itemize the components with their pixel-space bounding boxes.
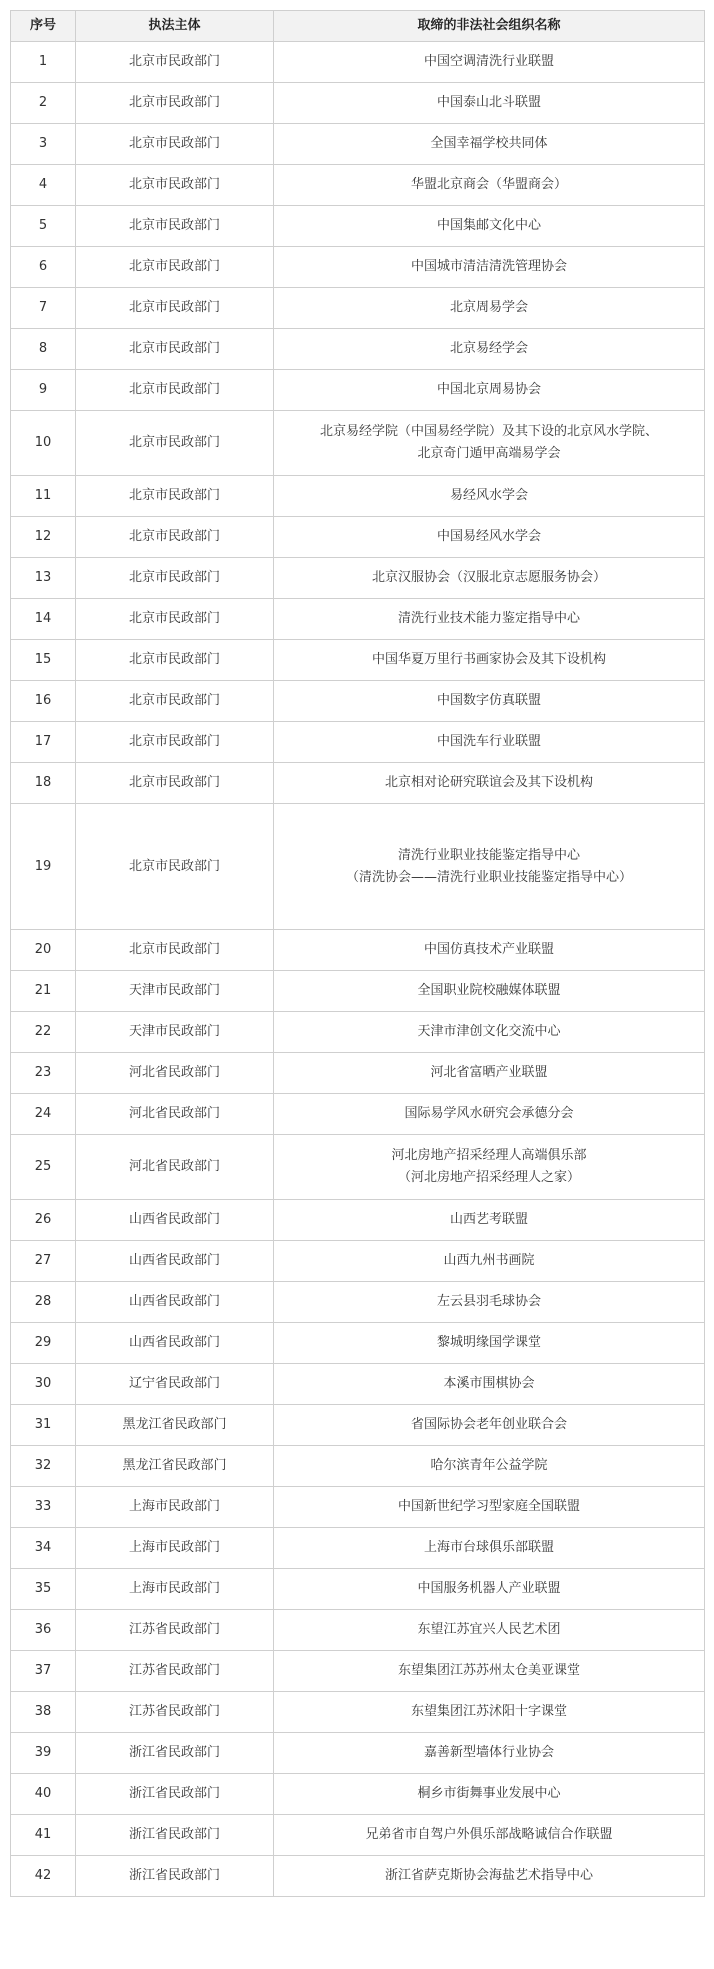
- row-org-name: [274, 930, 705, 971]
- row-org-name: [274, 1012, 705, 1053]
- row-org-name: [274, 681, 705, 722]
- row-enforcement-body: 北京市民政部门: [76, 329, 274, 370]
- table-row: [11, 640, 705, 681]
- table-row: [11, 1774, 705, 1815]
- row-org-name: [274, 1135, 705, 1200]
- table-row: [11, 722, 705, 763]
- row-enforcement-body: 北京市民政部门: [76, 124, 274, 165]
- org-name-line: （清洗协会——清洗行业职业技能鉴定指导中心）: [345, 869, 632, 885]
- row-org-name: [274, 1094, 705, 1135]
- table-row: [11, 1241, 705, 1282]
- org-name-line: 桐乡市街舞事业发展中心: [417, 1786, 561, 1801]
- header-index: 序号: [11, 11, 76, 42]
- table-row: [11, 1094, 705, 1135]
- row-index: 11: [11, 476, 76, 517]
- row-index: 19: [11, 804, 76, 930]
- row-enforcement-body: 江苏省民政部门: [76, 1692, 274, 1733]
- row-index: 7: [11, 288, 76, 329]
- row-org-name: [274, 1200, 705, 1241]
- row-enforcement-body: 北京市民政部门: [76, 42, 274, 83]
- org-name-line: 中国易经风水学会: [436, 529, 541, 544]
- table-row: [11, 1692, 705, 1733]
- org-name-line: 易经风水学会: [449, 488, 528, 503]
- row-index: 5: [11, 206, 76, 247]
- org-name-line: 北京周易学会: [449, 300, 528, 315]
- table-row: [11, 247, 705, 288]
- row-index: 33: [11, 1487, 76, 1528]
- table-row: [11, 476, 705, 517]
- org-name-line: 山西九州书画院: [443, 1253, 535, 1268]
- row-enforcement-body: 浙江省民政部门: [76, 1815, 274, 1856]
- org-name-line: 中国服务机器人产业联盟: [417, 1581, 561, 1596]
- table-row: [11, 1012, 705, 1053]
- row-index: 34: [11, 1528, 76, 1569]
- row-enforcement-body: 北京市民政部门: [76, 206, 274, 247]
- row-enforcement-body: 北京市民政部门: [76, 411, 274, 476]
- table-row: [11, 1815, 705, 1856]
- table-body: [11, 42, 705, 1897]
- row-enforcement-body: 天津市民政部门: [76, 971, 274, 1012]
- row-enforcement-body: 北京市民政部门: [76, 83, 274, 124]
- org-name-line: 全国幸福学校共同体: [430, 136, 548, 151]
- row-org-name: [274, 804, 705, 930]
- org-name-line: 中国数字仿真联盟: [436, 693, 541, 708]
- table-row: [11, 288, 705, 329]
- row-org-name: [274, 476, 705, 517]
- row-enforcement-body: 河北省民政部门: [76, 1094, 274, 1135]
- row-org-name: [274, 640, 705, 681]
- row-enforcement-body: 北京市民政部门: [76, 370, 274, 411]
- row-enforcement-body: 北京市民政部门: [76, 640, 274, 681]
- org-name-line: 本溪市围棋协会: [443, 1376, 535, 1391]
- table-row: [11, 83, 705, 124]
- row-org-name: [274, 1241, 705, 1282]
- row-enforcement-body: 黑龙江省民政部门: [76, 1446, 274, 1487]
- row-org-name: [274, 165, 705, 206]
- org-name-line: 黎城明缘国学课堂: [436, 1335, 541, 1350]
- table-row: [11, 1446, 705, 1487]
- row-org-name: [274, 1733, 705, 1774]
- row-index: 13: [11, 558, 76, 599]
- row-enforcement-body: 江苏省民政部门: [76, 1651, 274, 1692]
- org-name-line: 清洗行业职业技能鉴定指导中心: [397, 847, 580, 863]
- row-org-name: [274, 971, 705, 1012]
- row-index: 14: [11, 599, 76, 640]
- row-index: 9: [11, 370, 76, 411]
- row-enforcement-body: 北京市民政部门: [76, 558, 274, 599]
- row-index: 23: [11, 1053, 76, 1094]
- table-row: [11, 1528, 705, 1569]
- row-enforcement-body: 山西省民政部门: [76, 1200, 274, 1241]
- row-index: 10: [11, 411, 76, 476]
- table-row: [11, 1323, 705, 1364]
- table-row: [11, 165, 705, 206]
- org-name-line: 华盟北京商会（华盟商会）: [410, 177, 567, 192]
- org-name-line: 省国际协会老年创业联合会: [410, 1417, 567, 1432]
- row-index: 38: [11, 1692, 76, 1733]
- row-enforcement-body: 浙江省民政部门: [76, 1856, 274, 1897]
- org-name-line: 中国泰山北斗联盟: [436, 95, 541, 110]
- row-index: 16: [11, 681, 76, 722]
- row-enforcement-body: 河北省民政部门: [76, 1053, 274, 1094]
- row-index: 18: [11, 763, 76, 804]
- row-enforcement-body: 北京市民政部门: [76, 288, 274, 329]
- org-name-line: 山西艺考联盟: [449, 1212, 528, 1227]
- row-index: 37: [11, 1651, 76, 1692]
- table-row: [11, 517, 705, 558]
- table-row: [11, 681, 705, 722]
- org-name-line: 北京易经学会: [449, 341, 528, 356]
- row-index: 3: [11, 124, 76, 165]
- row-org-name: [274, 599, 705, 640]
- row-enforcement-body: 浙江省民政部门: [76, 1774, 274, 1815]
- row-index: 25: [11, 1135, 76, 1200]
- row-enforcement-body: 江苏省民政部门: [76, 1610, 274, 1651]
- row-org-name: [274, 722, 705, 763]
- row-org-name: [274, 1405, 705, 1446]
- table-row: [11, 1053, 705, 1094]
- row-org-name: [274, 370, 705, 411]
- row-org-name: [274, 763, 705, 804]
- table-row: [11, 1135, 705, 1200]
- row-enforcement-body: 上海市民政部门: [76, 1528, 274, 1569]
- row-enforcement-body: 天津市民政部门: [76, 1012, 274, 1053]
- row-org-name: [274, 42, 705, 83]
- row-index: 29: [11, 1323, 76, 1364]
- row-index: 26: [11, 1200, 76, 1241]
- row-org-name: [274, 288, 705, 329]
- table-row: [11, 1733, 705, 1774]
- table-row: [11, 763, 705, 804]
- table-row: [11, 804, 705, 930]
- table-row: [11, 558, 705, 599]
- row-org-name: [274, 1815, 705, 1856]
- row-index: 1: [11, 42, 76, 83]
- row-org-name: [274, 83, 705, 124]
- row-org-name: [274, 124, 705, 165]
- table-row: [11, 1487, 705, 1528]
- row-org-name: [274, 411, 705, 476]
- table-row: [11, 42, 705, 83]
- row-enforcement-body: 北京市民政部门: [76, 517, 274, 558]
- row-org-name: [274, 247, 705, 288]
- org-name-line: 嘉善新型墙体行业协会: [423, 1745, 554, 1760]
- org-name-line: 天津市津创文化交流中心: [417, 1024, 561, 1039]
- row-index: 36: [11, 1610, 76, 1651]
- row-enforcement-body: 北京市民政部门: [76, 930, 274, 971]
- row-org-name: [274, 1651, 705, 1692]
- row-index: 21: [11, 971, 76, 1012]
- row-index: 4: [11, 165, 76, 206]
- org-name-line: 北京相对论研究联谊会及其下设机构: [384, 775, 593, 790]
- row-enforcement-body: 北京市民政部门: [76, 681, 274, 722]
- row-index: 15: [11, 640, 76, 681]
- row-enforcement-body: 山西省民政部门: [76, 1323, 274, 1364]
- row-index: 40: [11, 1774, 76, 1815]
- org-name-line: 北京易经学院（中国易经学院）及其下设的北京风水学院、: [319, 424, 658, 439]
- row-enforcement-body: 北京市民政部门: [76, 722, 274, 763]
- row-enforcement-body: 辽宁省民政部门: [76, 1364, 274, 1405]
- table-row: [11, 1405, 705, 1446]
- table-header-row: [11, 11, 705, 42]
- table-row: [11, 329, 705, 370]
- row-index: 20: [11, 930, 76, 971]
- org-name-line: 上海市台球俱乐部联盟: [423, 1540, 554, 1555]
- row-org-name: [274, 1610, 705, 1651]
- illegal-orgs-table: [10, 10, 705, 1897]
- org-name-line: 清洗行业技术能力鉴定指导中心: [397, 611, 580, 626]
- org-name-line: 浙江省萨克斯协会海盐艺术指导中心: [384, 1868, 593, 1883]
- row-index: 42: [11, 1856, 76, 1897]
- table-row: [11, 599, 705, 640]
- row-enforcement-body: 北京市民政部门: [76, 763, 274, 804]
- org-name-line: 中国集邮文化中心: [436, 218, 541, 233]
- table-row: [11, 1364, 705, 1405]
- org-name-line: 中国城市清洁清洗管理协会: [410, 259, 567, 274]
- row-org-name: [274, 1487, 705, 1528]
- row-org-name: [274, 206, 705, 247]
- row-index: 28: [11, 1282, 76, 1323]
- table-row: [11, 971, 705, 1012]
- org-name-line: 全国职业院校融媒体联盟: [417, 983, 561, 998]
- header-org-name: 取缔的非法社会组织名称: [274, 11, 705, 42]
- row-org-name: [274, 1692, 705, 1733]
- table-row: [11, 1610, 705, 1651]
- row-org-name: [274, 1856, 705, 1897]
- table-row: [11, 370, 705, 411]
- org-name-line: 中国仿真技术产业联盟: [423, 942, 554, 957]
- row-index: 2: [11, 83, 76, 124]
- org-name-line: 中国北京周易协会: [436, 382, 541, 397]
- row-enforcement-body: 上海市民政部门: [76, 1569, 274, 1610]
- table-row: [11, 1282, 705, 1323]
- row-enforcement-body: 浙江省民政部门: [76, 1733, 274, 1774]
- row-index: 30: [11, 1364, 76, 1405]
- org-name-line: 东望集团江苏苏州太仓美亚课堂: [397, 1663, 580, 1678]
- row-index: 41: [11, 1815, 76, 1856]
- org-name-line: （河北房地产招采经理人之家）: [397, 1170, 580, 1185]
- row-index: 12: [11, 517, 76, 558]
- row-enforcement-body: 北京市民政部门: [76, 165, 274, 206]
- row-enforcement-body: 北京市民政部门: [76, 247, 274, 288]
- row-org-name: [274, 1053, 705, 1094]
- row-enforcement-body: 山西省民政部门: [76, 1241, 274, 1282]
- row-enforcement-body: 北京市民政部门: [76, 476, 274, 517]
- table-row: [11, 1651, 705, 1692]
- row-index: 35: [11, 1569, 76, 1610]
- org-name-line: 哈尔滨青年公益学院: [430, 1458, 548, 1473]
- org-name-line: 东望集团江苏沭阳十字课堂: [410, 1704, 567, 1719]
- row-index: 17: [11, 722, 76, 763]
- row-org-name: [274, 1528, 705, 1569]
- org-name-line: 北京汉服协会（汉服北京志愿服务协会）: [371, 570, 606, 585]
- row-org-name: [274, 558, 705, 599]
- row-index: 22: [11, 1012, 76, 1053]
- org-name-line: 中国华夏万里行书画家协会及其下设机构: [371, 652, 606, 667]
- row-org-name: [274, 1323, 705, 1364]
- row-org-name: [274, 517, 705, 558]
- org-name-line: 河北省富晒产业联盟: [430, 1065, 548, 1080]
- row-org-name: [274, 329, 705, 370]
- org-name-line: 国际易学风水研究会承德分会: [404, 1106, 574, 1121]
- row-index: 8: [11, 329, 76, 370]
- org-name-line: 兄弟省市自驾户外俱乐部战略诚信合作联盟: [365, 1827, 613, 1842]
- table-row: [11, 206, 705, 247]
- row-enforcement-body: 黑龙江省民政部门: [76, 1405, 274, 1446]
- org-name-line: 北京奇门遁甲高端易学会: [417, 446, 561, 461]
- table-row: [11, 1200, 705, 1241]
- row-index: 32: [11, 1446, 76, 1487]
- document-page: [10, 10, 704, 1897]
- org-name-line: 东望江苏宜兴人民艺术团: [417, 1622, 561, 1637]
- org-name-line: 中国新世纪学习型家庭全国联盟: [397, 1499, 580, 1514]
- row-org-name: [274, 1364, 705, 1405]
- row-enforcement-body: 北京市民政部门: [76, 804, 274, 930]
- org-name-line: 河北房地产招采经理人高端俱乐部: [391, 1148, 587, 1163]
- row-org-name: [274, 1446, 705, 1487]
- row-org-name: [274, 1282, 705, 1323]
- table-row: [11, 930, 705, 971]
- table-row: [11, 1856, 705, 1897]
- row-index: 31: [11, 1405, 76, 1446]
- row-index: 24: [11, 1094, 76, 1135]
- row-enforcement-body: 山西省民政部门: [76, 1282, 274, 1323]
- row-index: 27: [11, 1241, 76, 1282]
- table-row: [11, 1569, 705, 1610]
- org-name-line: 中国空调清洗行业联盟: [423, 54, 554, 69]
- row-index: 39: [11, 1733, 76, 1774]
- row-index: 6: [11, 247, 76, 288]
- row-org-name: [274, 1774, 705, 1815]
- org-name-line: 左云县羽毛球协会: [436, 1294, 541, 1309]
- org-name-line: 中国洗车行业联盟: [436, 734, 541, 749]
- row-enforcement-body: 北京市民政部门: [76, 599, 274, 640]
- row-enforcement-body: 上海市民政部门: [76, 1487, 274, 1528]
- table-row: [11, 411, 705, 476]
- table-row: [11, 124, 705, 165]
- row-org-name: [274, 1569, 705, 1610]
- header-enforcement-body: 执法主体: [76, 11, 274, 42]
- row-enforcement-body: 河北省民政部门: [76, 1135, 274, 1200]
